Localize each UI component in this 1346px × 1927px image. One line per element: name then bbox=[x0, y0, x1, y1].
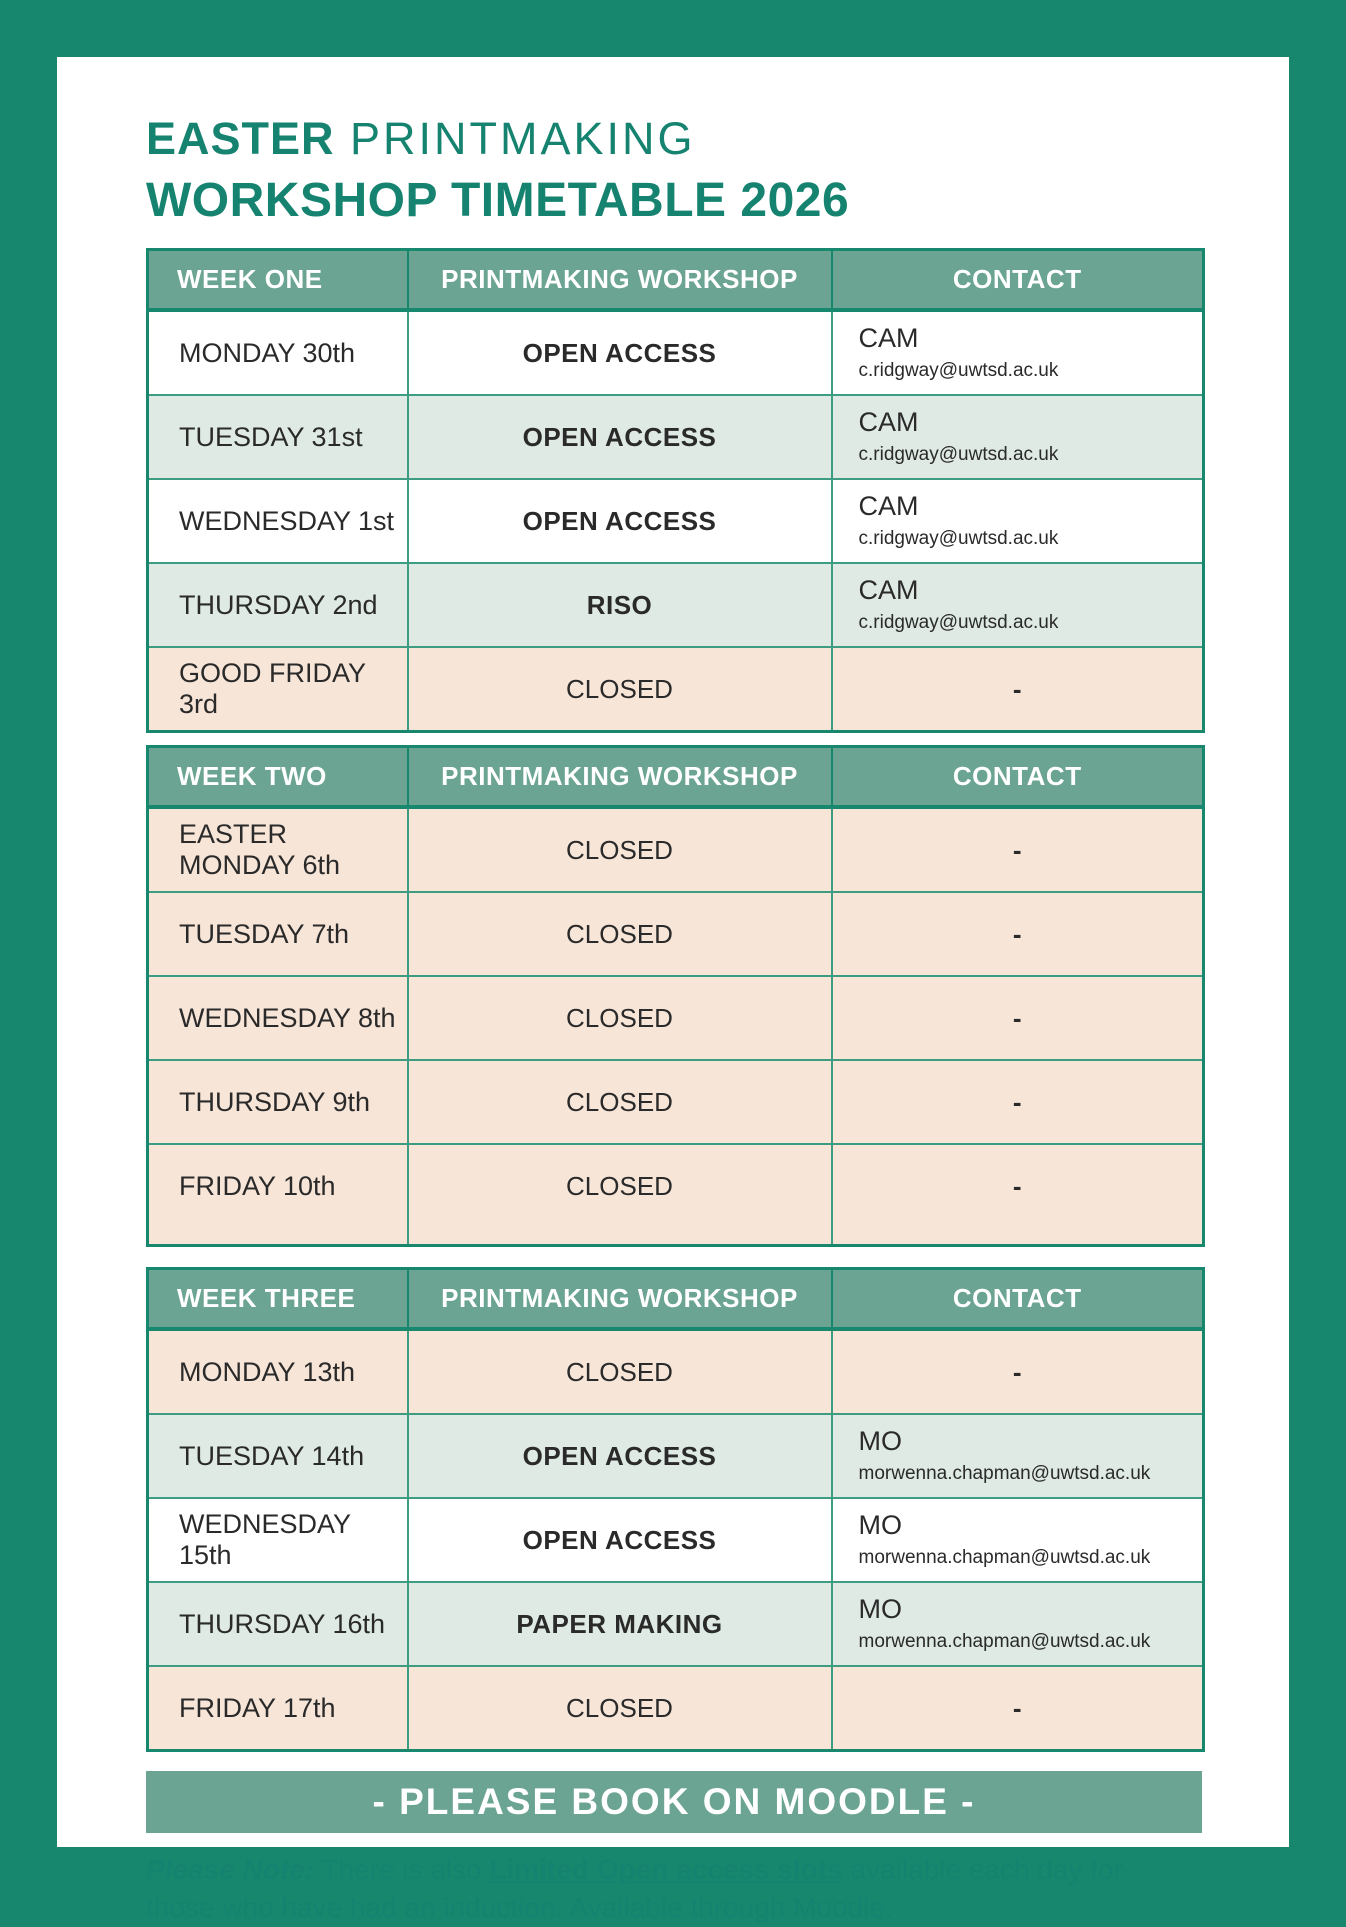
day-cell: THURSDAY 2nd bbox=[148, 563, 408, 647]
contact-email: c.ridgway@uwtsd.ac.uk bbox=[858, 359, 1059, 381]
table-row bbox=[148, 1498, 1204, 1582]
note-before-link: There is also bbox=[314, 1854, 490, 1885]
table-row bbox=[148, 1666, 1204, 1751]
contact-name: CAM bbox=[858, 407, 919, 438]
title-printmaking: PRINTMAKING bbox=[334, 113, 696, 164]
week-one-table bbox=[146, 248, 1205, 733]
book-on-moodle-banner: - PLEASE BOOK ON MOODLE - bbox=[146, 1771, 1202, 1833]
workshop-cell: CLOSED bbox=[408, 976, 832, 1060]
contact-email: c.ridgway@uwtsd.ac.uk bbox=[858, 443, 1059, 465]
workshop-cell: CLOSED bbox=[408, 1144, 832, 1246]
workshop-header: PRINTMAKING WORKSHOP bbox=[408, 250, 832, 311]
title-easter: EASTER bbox=[146, 113, 335, 164]
workshop-cell: OPEN ACCESS bbox=[408, 1498, 832, 1582]
week-three-header-row bbox=[148, 1269, 1204, 1330]
week-two-table bbox=[146, 745, 1205, 1247]
contact-cell: - bbox=[832, 807, 1204, 892]
day-cell: WEDNESDAY 1st bbox=[148, 479, 408, 563]
workshop-cell: CLOSED bbox=[408, 1329, 832, 1414]
day-cell: TUESDAY 14th bbox=[148, 1414, 408, 1498]
day-cell: GOOD FRIDAY 3rd bbox=[148, 647, 408, 732]
table-row bbox=[148, 1060, 1204, 1144]
workshop-cell: CLOSED bbox=[408, 647, 832, 732]
week-label-header: WEEK TWO bbox=[148, 747, 408, 808]
contact-cell bbox=[832, 479, 1204, 563]
contact-name: CAM bbox=[858, 491, 919, 522]
contact-name: MO bbox=[858, 1594, 902, 1625]
contact-cell bbox=[832, 1498, 1204, 1582]
workshop-cell: CLOSED bbox=[408, 1666, 832, 1751]
week-three-table bbox=[146, 1267, 1205, 1752]
workshop-cell: CLOSED bbox=[408, 807, 832, 892]
workshop-header: PRINTMAKING WORKSHOP bbox=[408, 747, 832, 808]
poster-page bbox=[57, 57, 1289, 1923]
workshop-cell: PAPER MAKING bbox=[408, 1582, 832, 1666]
table-row bbox=[148, 310, 1204, 395]
table-row bbox=[148, 1414, 1204, 1498]
table-row bbox=[148, 976, 1204, 1060]
workshop-cell: CLOSED bbox=[408, 1060, 832, 1144]
contact-cell bbox=[832, 563, 1204, 647]
week-two-header-row bbox=[148, 747, 1204, 808]
table-row bbox=[148, 807, 1204, 892]
contact-cell bbox=[832, 1582, 1204, 1666]
note-after-link: available each day for those who have had an induction. Available through Moodle. bbox=[146, 1854, 1123, 1923]
contact-email: c.ridgway@uwtsd.ac.uk bbox=[858, 611, 1059, 633]
day-cell: FRIDAY 10th bbox=[148, 1144, 408, 1246]
contact-cell bbox=[832, 395, 1204, 479]
workshop-header: PRINTMAKING WORKSHOP bbox=[408, 1269, 832, 1330]
week-label-header: WEEK THREE bbox=[148, 1269, 408, 1330]
table-row bbox=[148, 479, 1204, 563]
note-prefix: Please Note: bbox=[146, 1854, 315, 1885]
contact-email: morwenna.chapman@uwtsd.ac.uk bbox=[858, 1630, 1151, 1652]
contact-name: MO bbox=[858, 1426, 902, 1457]
contact-email: morwenna.chapman@uwtsd.ac.uk bbox=[858, 1462, 1151, 1484]
table-row bbox=[148, 1329, 1204, 1414]
day-cell: WEDNESDAY 15th bbox=[148, 1498, 408, 1582]
table-row bbox=[148, 1582, 1204, 1666]
day-cell: THURSDAY 16th bbox=[148, 1582, 408, 1666]
table-row bbox=[148, 395, 1204, 479]
contact-header: CONTACT bbox=[832, 250, 1204, 311]
workshop-cell: RISO bbox=[408, 563, 832, 647]
day-cell: MONDAY 13th bbox=[148, 1329, 408, 1414]
title-line-1 bbox=[146, 113, 1289, 165]
table-row bbox=[148, 1144, 1204, 1246]
contact-header: CONTACT bbox=[832, 1269, 1204, 1330]
contact-cell: - bbox=[832, 647, 1204, 732]
day-cell: MONDAY 30th bbox=[148, 310, 408, 395]
please-note-text bbox=[146, 1851, 1186, 1927]
day-cell: TUESDAY 31st bbox=[148, 395, 408, 479]
day-cell: WEDNESDAY 8th bbox=[148, 976, 408, 1060]
workshop-cell: OPEN ACCESS bbox=[408, 479, 832, 563]
contact-cell: - bbox=[832, 1144, 1204, 1246]
contact-cell: - bbox=[832, 1666, 1204, 1751]
day-cell: EASTER MONDAY 6th bbox=[148, 807, 408, 892]
contact-cell: - bbox=[832, 892, 1204, 976]
workshop-cell: OPEN ACCESS bbox=[408, 395, 832, 479]
contact-email: c.ridgway@uwtsd.ac.uk bbox=[858, 527, 1059, 549]
week-label-header: WEEK ONE bbox=[148, 250, 408, 311]
contact-cell bbox=[832, 310, 1204, 395]
contact-cell: - bbox=[832, 1060, 1204, 1144]
table-row bbox=[148, 563, 1204, 647]
title-line-2: WORKSHOP TIMETABLE 2026 bbox=[146, 174, 850, 227]
contact-cell bbox=[832, 1414, 1204, 1498]
page-title bbox=[146, 113, 1289, 228]
table-row bbox=[148, 892, 1204, 976]
contact-cell: - bbox=[832, 976, 1204, 1060]
week-one-header-row bbox=[148, 250, 1204, 311]
workshop-cell: OPEN ACCESS bbox=[408, 1414, 832, 1498]
day-cell: FRIDAY 17th bbox=[148, 1666, 408, 1751]
contact-email: morwenna.chapman@uwtsd.ac.uk bbox=[858, 1546, 1151, 1568]
contact-name: MO bbox=[858, 1510, 902, 1541]
contact-header: CONTACT bbox=[832, 747, 1204, 808]
table-row bbox=[148, 647, 1204, 732]
contact-name: CAM bbox=[858, 575, 919, 606]
workshop-cell: OPEN ACCESS bbox=[408, 310, 832, 395]
contact-cell: - bbox=[832, 1329, 1204, 1414]
workshop-cell: CLOSED bbox=[408, 892, 832, 976]
day-cell: THURSDAY 9th bbox=[148, 1060, 408, 1144]
contact-name: CAM bbox=[858, 323, 919, 354]
note-open-access-link: Limited Open access slots bbox=[489, 1854, 843, 1885]
day-cell: TUESDAY 7th bbox=[148, 892, 408, 976]
